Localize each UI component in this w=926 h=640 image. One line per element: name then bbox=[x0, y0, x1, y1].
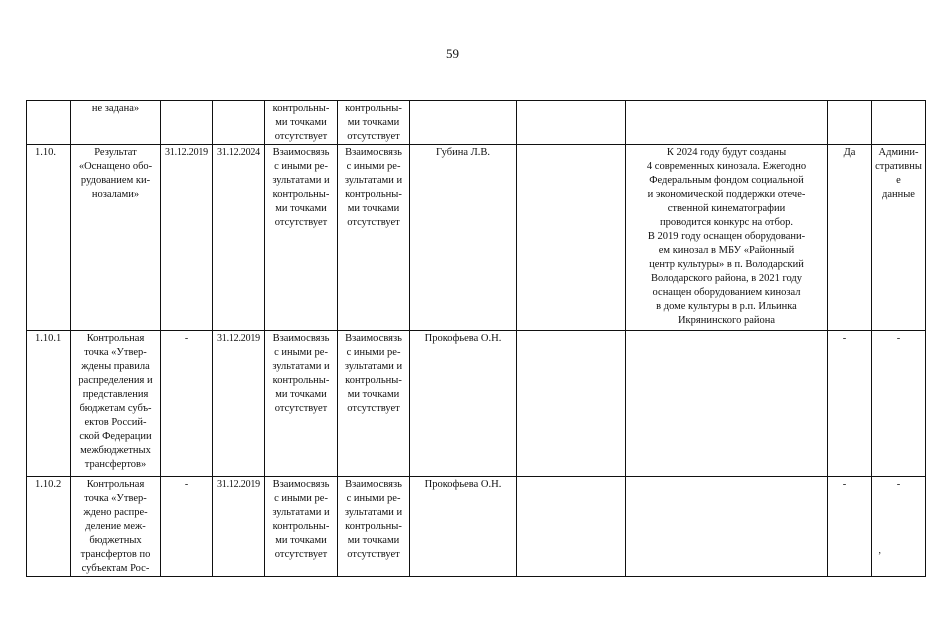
row-relation-next: Взаимосвязь с иными ре- зультатами и контрольны- ми точками отсутствует bbox=[338, 331, 410, 477]
row-name: Контрольная точка «Утвер- ждены правила распределения и представления бюджетам субъ- ектов Россий- ской Федерации межбюджетных трансфертов» bbox=[71, 331, 161, 477]
row-source: - bbox=[872, 477, 926, 577]
table-row bbox=[27, 331, 926, 477]
row-name: Контрольная точка «Утвер- ждено распре- деление меж- бюджетных трансфертов по субъектам Рос- bbox=[71, 477, 161, 577]
row-start-date: - bbox=[161, 331, 213, 477]
row-start-date bbox=[161, 101, 213, 145]
row-relation-next: контрольны- ми точками отсутствует bbox=[338, 101, 410, 145]
row-number: 1.10. bbox=[27, 145, 71, 331]
row-name: Результат «Оснащено обо- рудованием ки- нозалами» bbox=[71, 145, 161, 331]
row-description bbox=[626, 477, 828, 577]
row-end-date: 31.12.2019 bbox=[213, 331, 265, 477]
table-row bbox=[27, 477, 926, 577]
row-relation-next: Взаимосвязь с иными ре- зультатами и контрольны- ми точками отсутствует bbox=[338, 145, 410, 331]
row-responsible: Губина Л.В. bbox=[410, 145, 517, 331]
row-extra bbox=[517, 331, 626, 477]
row-relation-next: Взаимосвязь с иными ре- зультатами и контрольны- ми точками отсутствует bbox=[338, 477, 410, 577]
row-flag: Да bbox=[828, 145, 872, 331]
stray-mark: ‚ bbox=[878, 545, 882, 556]
row-relation-prev: Взаимосвязь с иными ре- зультатами и контрольны- ми точками отсутствует bbox=[265, 145, 338, 331]
row-description: К 2024 году будут созданы 4 современных кинозала. Ежегодно Федеральным фондом социальной и экономической поддержки отече- ственной кинематографии проводится конкурс на отбор. В 2019 году оснащен оборудовани- ем кинозал в МБУ «Районный центр культуры» в п. Володарский Володарского района, в 2021 году оснащен оборудованием кинозал в доме культуры в р.п. Ильинка Икрянинского района bbox=[626, 145, 828, 331]
row-end-date bbox=[213, 101, 265, 145]
row-source: Админи- стративные данные bbox=[872, 145, 926, 331]
row-responsible bbox=[410, 101, 517, 145]
row-start-date: 31.12.2019 bbox=[161, 145, 213, 331]
row-flag: - bbox=[828, 331, 872, 477]
row-extra bbox=[517, 477, 626, 577]
table-row bbox=[27, 145, 926, 331]
row-relation-prev: контрольны- ми точками отсутствует bbox=[265, 101, 338, 145]
row-end-date: 31.12.2019 bbox=[213, 477, 265, 577]
row-description bbox=[626, 331, 828, 477]
row-relation-prev: Взаимосвязь с иными ре- зультатами и контрольны- ми точками отсутствует bbox=[265, 477, 338, 577]
row-responsible: Прокофьева О.Н. bbox=[410, 477, 517, 577]
row-description bbox=[626, 101, 828, 145]
row-flag: - bbox=[828, 477, 872, 577]
page-number: 59 bbox=[446, 46, 459, 61]
row-number: 1.10.1 bbox=[27, 331, 71, 477]
row-name: не задана» bbox=[71, 101, 161, 145]
row-flag bbox=[828, 101, 872, 145]
row-end-date: 31.12.2024 bbox=[213, 145, 265, 331]
row-source: - bbox=[872, 331, 926, 477]
row-extra bbox=[517, 145, 626, 331]
row-number: 1.10.2 bbox=[27, 477, 71, 577]
row-start-date: - bbox=[161, 477, 213, 577]
row-extra bbox=[517, 101, 626, 145]
plan-table bbox=[26, 100, 926, 577]
row-relation-prev: Взаимосвязь с иными ре- зультатами и контрольны- ми точками отсутствует bbox=[265, 331, 338, 477]
row-source bbox=[872, 101, 926, 145]
row-number bbox=[27, 101, 71, 145]
table-row bbox=[27, 101, 926, 145]
row-responsible: Прокофьева О.Н. bbox=[410, 331, 517, 477]
